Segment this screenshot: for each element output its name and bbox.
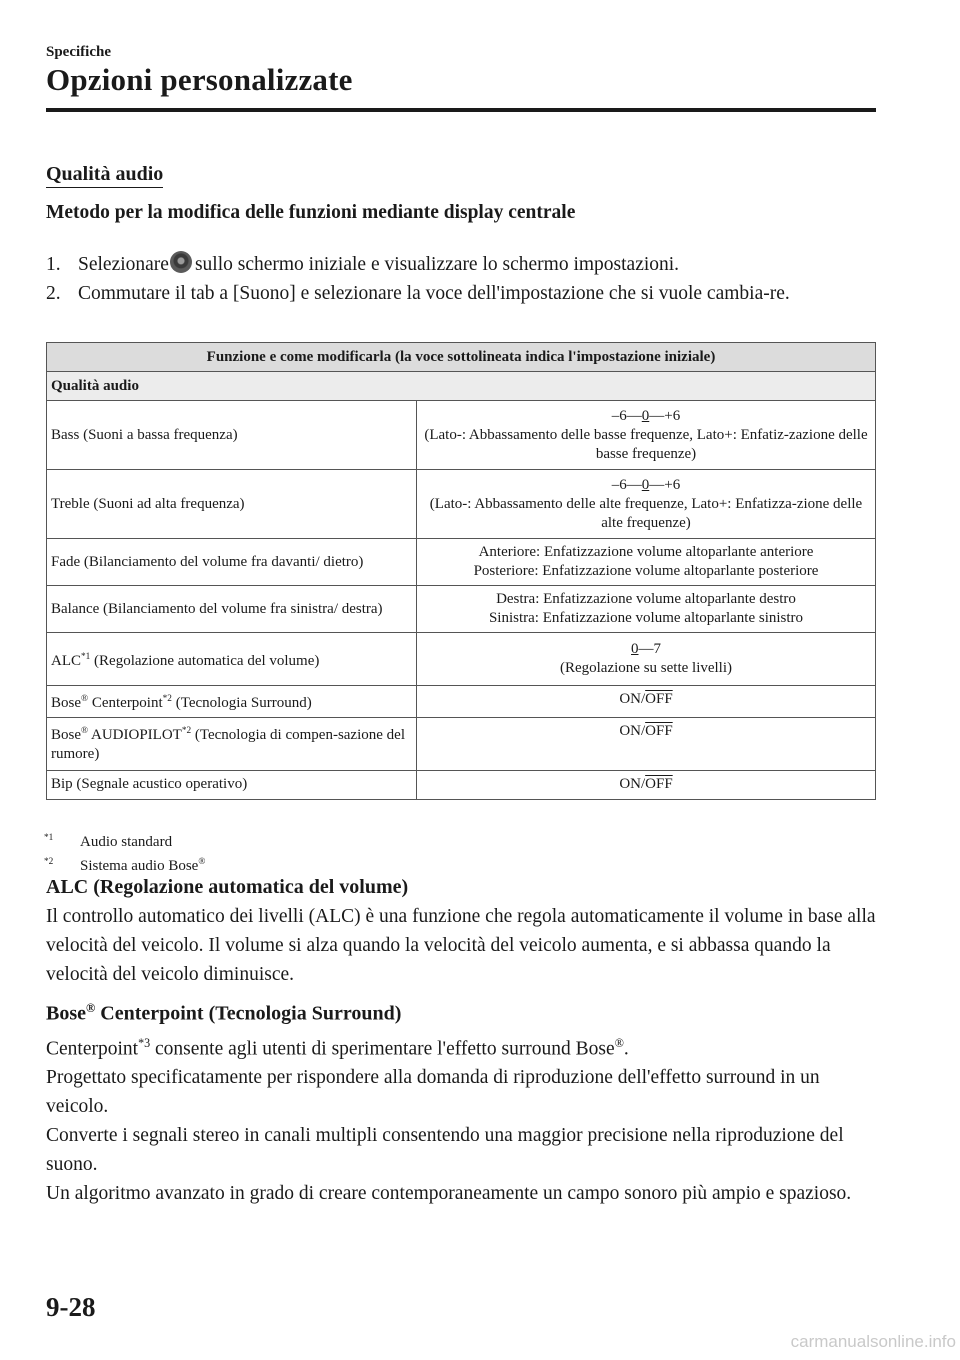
paragraph: Converte i segnali stereo in canali multipli consentendo una maggior precisione nella riproduzione del suono. [46, 1125, 844, 1176]
row-name: Balance (Bilanciamento del volume fra sinistra/ destra) [47, 586, 417, 633]
row-value [417, 539, 876, 586]
row-name: Bip (Segnale acustico operativo) [47, 771, 417, 800]
row-description: (Regolazione su sette livelli) [559, 660, 733, 676]
footnote-text: Audio standard [80, 834, 173, 850]
row-name: Bose® Centerpoint$^{*2}$ (Tecnologia Surround) [47, 686, 417, 718]
footnotes [44, 828, 205, 876]
row-value [417, 586, 876, 633]
default-value: $\overline{OFF}$ [645, 691, 673, 707]
table-row [47, 470, 876, 539]
title-rule [46, 108, 876, 112]
default-value: 0 [641, 476, 650, 493]
bose-heading: Bose® Centerpoint (Tecnologia Surround) [46, 1001, 402, 1025]
centerpoint-paragraph: Centerpoint$^{*3}$ consente agli utenti di sperimentare l'effetto surround Bose®. [46, 1035, 629, 1060]
footnote-ref: *2 [181, 726, 192, 736]
paragraph: Un algoritmo avanzato in grado di creare contemporaneamente un campo sonoro più ampio e spazioso. [46, 1183, 852, 1205]
step-text-before: Selezionare [78, 254, 169, 275]
value-line: Sinistra: Enfatizzazione volume altoparlante sinistro [488, 610, 804, 626]
value-line: Destra: Enfatizzazione volume altoparlante destro [496, 591, 796, 607]
footnote-mark: *1 [44, 833, 54, 843]
row-description: (Lato-: Abbassamento delle alte frequenze, Lato+: Enfatizza-zione delle alte frequenze) [429, 495, 863, 531]
default-value: $\overline{OFF}$ [645, 776, 673, 792]
step-number: 1. [46, 254, 61, 275]
row-name: Fade (Bilanciamento del volume fra davanti/ dietro) [47, 539, 417, 586]
steps-list [46, 250, 876, 308]
footnote-ref: *3 [138, 1035, 151, 1050]
paragraph: Progettato specificatamente per rispondere alla domanda di riproduzione dell'effetto surround in un veicolo. [46, 1067, 820, 1118]
footnote-ref: *2 [162, 694, 172, 704]
row-name: Bose® AUDIOPILOT$^{*2}$ (Tecnologia di compen-sazione del rumore) [47, 718, 417, 771]
row-name: ALC$^{*1}$ (Regolazione automatica del volume) [47, 633, 417, 686]
step-text [78, 250, 876, 279]
footnote-ref: *1 [81, 651, 91, 662]
gear-icon [170, 251, 192, 273]
body-text [46, 873, 876, 1208]
alc-paragraph: Il controllo automatico dei livelli (ALC) è una funzione che regola automaticamente il volume in base alla velocità del veicolo. Il volume si alza quando la velocità del veicolo aumenta, e si abbassa quando la velocità del veicolo diminuisce. [46, 906, 876, 985]
row-value [417, 470, 876, 539]
subheading: Metodo per la modifica delle funzioni mediante display centrale [46, 202, 576, 223]
table-row [47, 633, 876, 686]
row-name: Treble (Suoni ad alta frequenza) [47, 470, 417, 539]
table-row [47, 686, 876, 718]
default-value: 0 [641, 407, 650, 424]
options-table [46, 342, 876, 800]
step-number: 2. [46, 283, 61, 304]
row-name: Bass (Suoni a bassa frequenza) [47, 401, 417, 470]
value-line: Posteriore: Enfatizzazione volume altoparlante posteriore [473, 563, 819, 579]
table-header: Funzione e come modificarla (la voce sottolineata indica l'impostazione iniziale) [47, 343, 876, 372]
row-value [417, 633, 876, 686]
row-value: $ON/\overline{OFF}$ [417, 718, 876, 771]
default-value: $\overline{OFF}$ [645, 723, 673, 739]
table-row [47, 771, 876, 800]
step-text: Commutare il tab a [Suono] e selezionare la voce dell'impostazione che si vuole cambia-re. [78, 283, 790, 304]
row-value [417, 401, 876, 470]
scale: –6—0—+6 [611, 476, 681, 493]
section-label: Specifiche [46, 44, 111, 60]
table-row [47, 539, 876, 586]
scale: 0—7 [631, 641, 661, 657]
table-row [47, 586, 876, 633]
table-category: Qualità audio [47, 372, 876, 401]
footnote-mark: *2 [44, 857, 54, 867]
step-text-after: sullo schermo iniziale e visualizzare lo schermo impostazioni. [194, 254, 680, 275]
scale: –6—0—+6 [611, 407, 681, 424]
value-line: Anteriore: Enfatizzazione volume altoparlante anteriore [478, 544, 814, 560]
default-value: 0 [631, 641, 639, 657]
footnote-text: Sistema audio Bose [80, 858, 199, 874]
step-2 [46, 279, 876, 308]
watermark: carmanualsonline.info [790, 1332, 956, 1351]
table-row [47, 718, 876, 771]
page-number: 9-28 [46, 1292, 96, 1322]
row-value: $ON/\overline{OFF}$ [417, 686, 876, 718]
table-row [47, 401, 876, 470]
step-1 [46, 250, 876, 279]
footnote [44, 828, 205, 852]
page-title: Opzioni personalizzate [46, 62, 353, 97]
row-value: $ON/\overline{OFF}$ [417, 771, 876, 800]
footnote: $^{*2}$ Sistema audio Bose® [44, 852, 205, 876]
alc-heading: ALC (Regolazione automatica del volume) [46, 876, 409, 898]
section-title: Qualità audio [46, 162, 163, 188]
row-description: (Lato-: Abbassamento delle basse frequenze, Lato+: Enfatiz-zazione delle basse frequenze) [424, 426, 868, 462]
